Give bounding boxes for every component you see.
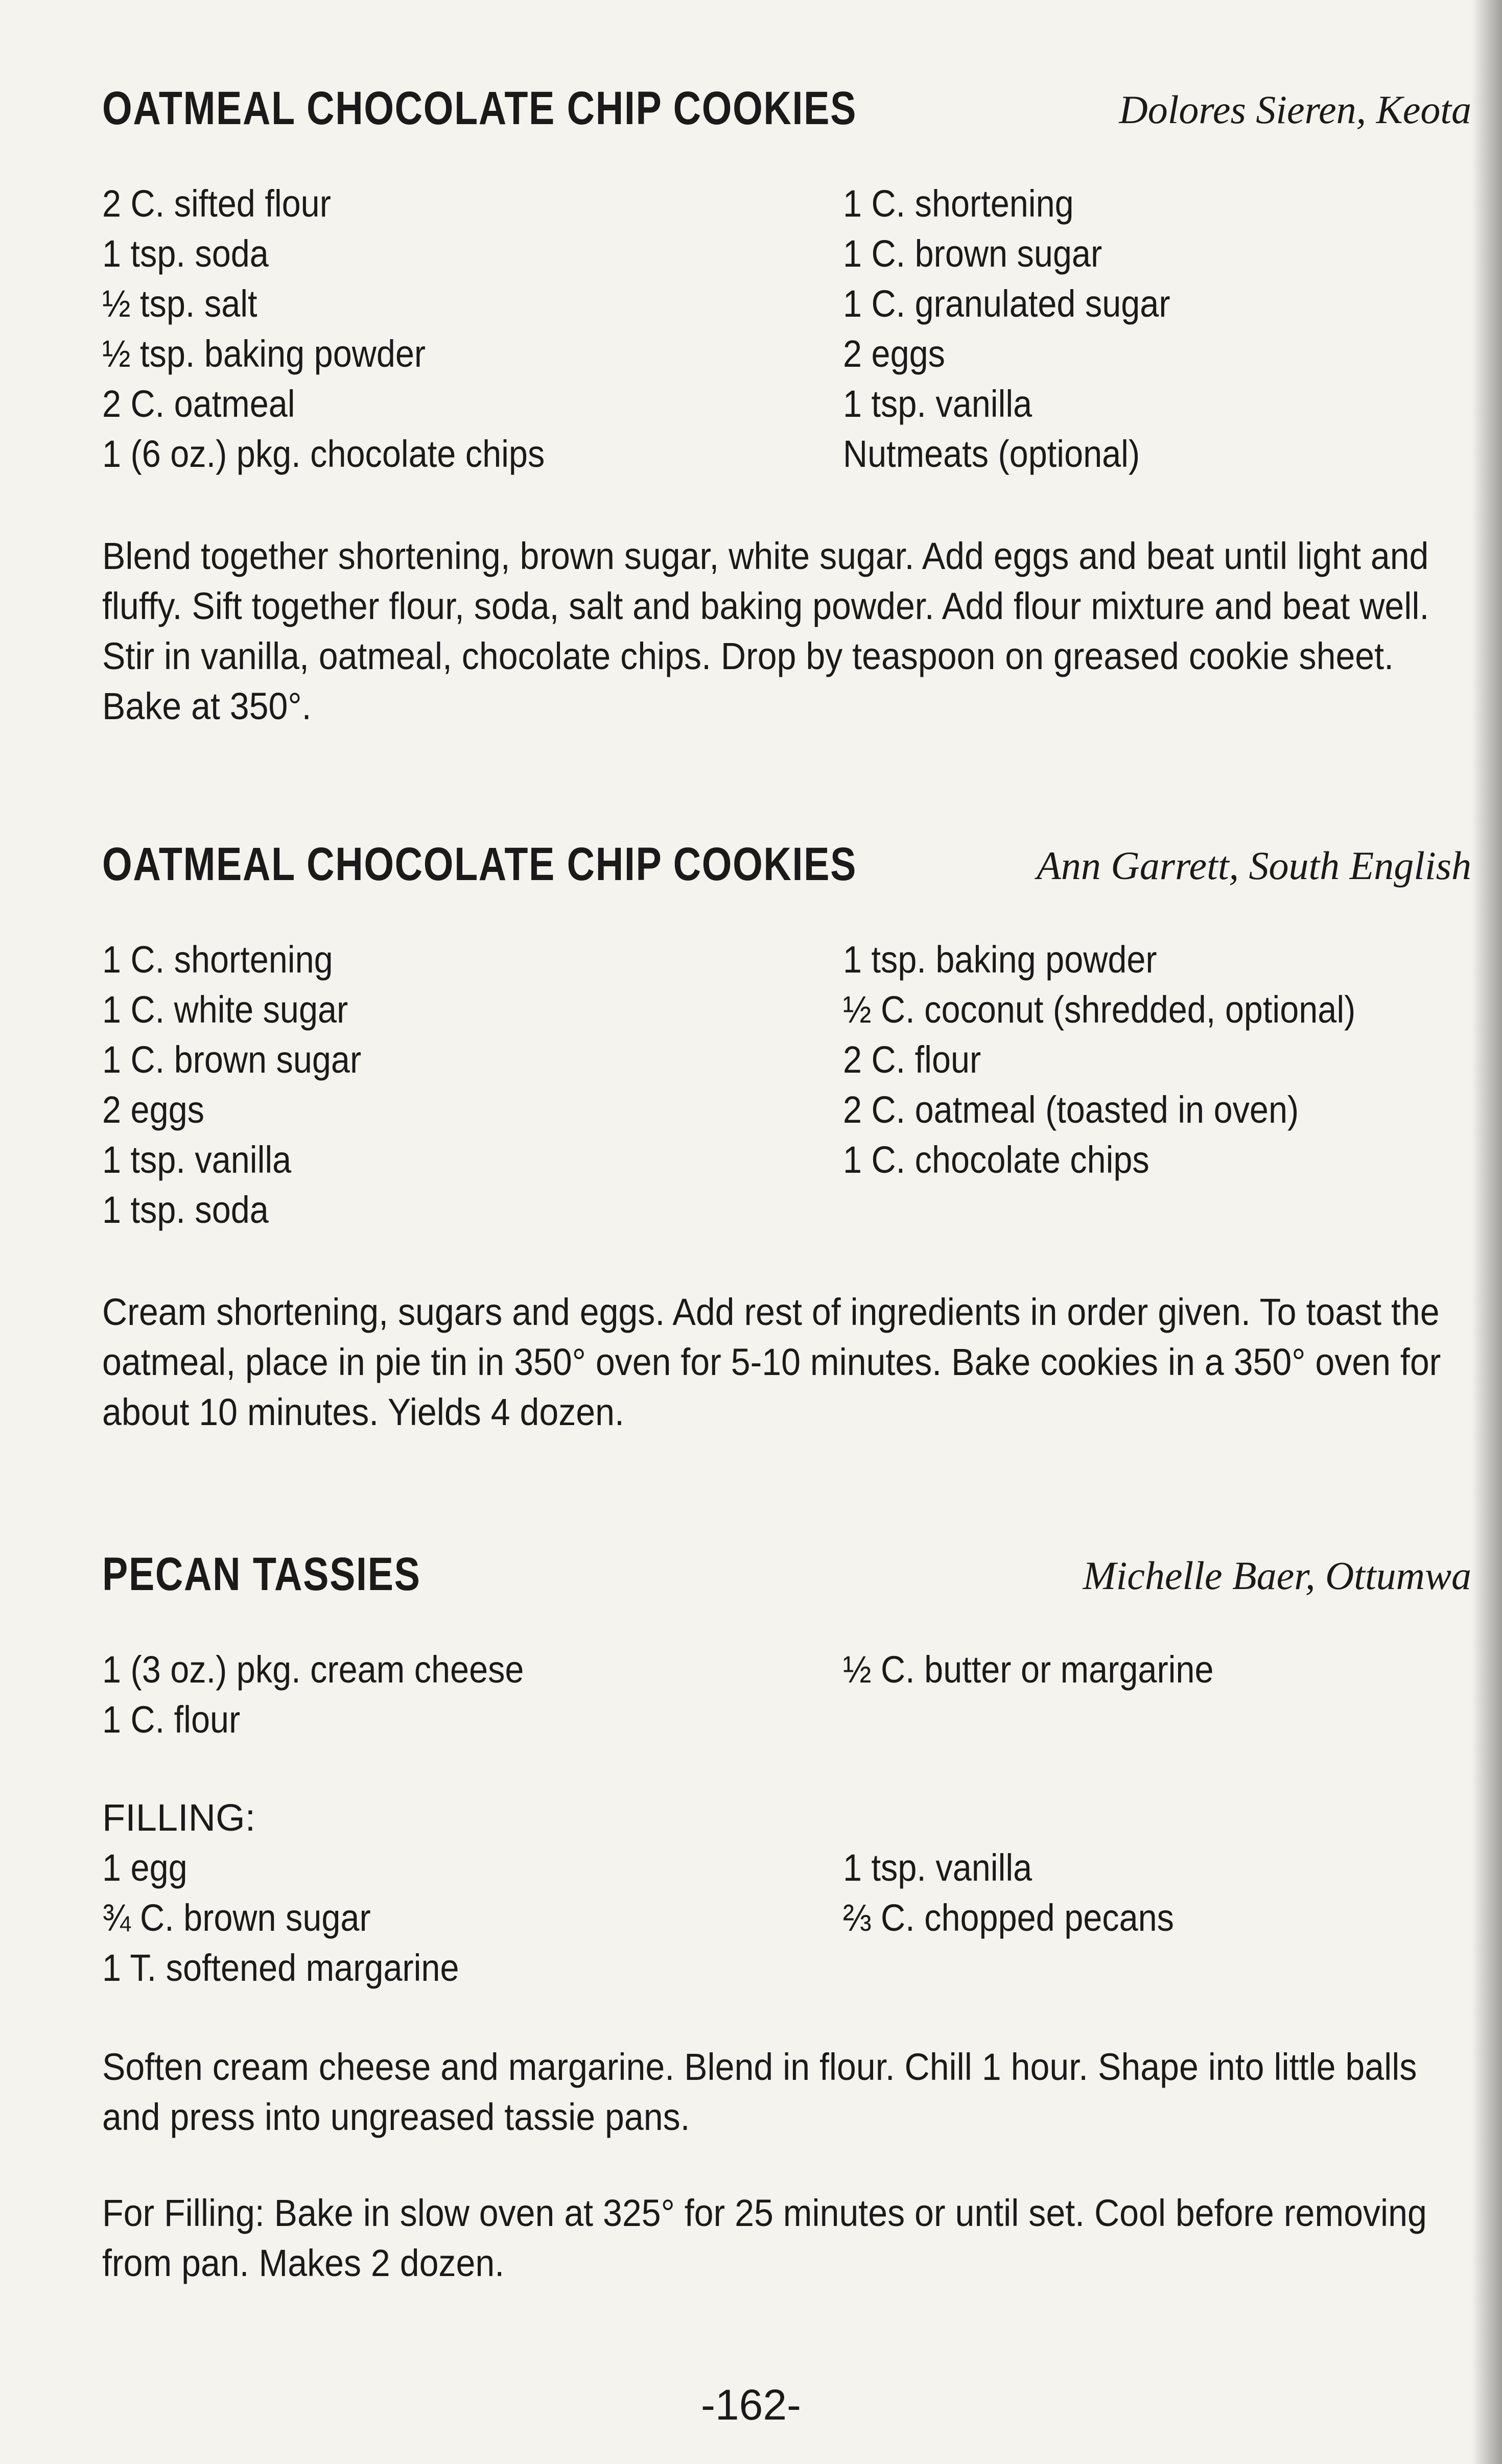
- ingredient: 1 (3 oz.) pkg. cream cheese: [102, 1648, 524, 1691]
- ingredient: 1 C. shortening: [843, 182, 1074, 225]
- ingredient: 1 C. brown sugar: [102, 1038, 362, 1081]
- ingredient: ½ tsp. salt: [102, 282, 257, 325]
- ingredient: 1 C. flour: [102, 1698, 241, 1741]
- ingredient-list: [102, 179, 1471, 485]
- recipe-author: Dolores Sieren, Keota: [1119, 87, 1471, 132]
- ingredient: ¾ C. brown sugar: [102, 1897, 371, 1939]
- ingredient: 2 C. oatmeal: [102, 383, 295, 425]
- filling-instructions: For Filling: Bake in slow oven at 325° for 25 minutes or until set. Cool before removing from pan. Makes 2 dozen.: [102, 2192, 1427, 2284]
- ingredient: 1 tsp. soda: [102, 1189, 269, 1231]
- ingredient-list: [102, 935, 1471, 1241]
- ingredient: 1 tsp. vanilla: [102, 1139, 292, 1181]
- ingredient: ⅔ C. chopped pecans: [843, 1897, 1174, 1939]
- page-edge-shadow: [1471, 0, 1502, 2464]
- filling-ingredient-list: [102, 1843, 1471, 1996]
- recipe-title: OATMEAL CHOCOLATE CHIP COOKIES: [102, 82, 857, 134]
- ingredient: 2 C. flour: [843, 1038, 981, 1081]
- recipe-instructions: Soften cream cheese and margarine. Blend in flour. Chill 1 hour. Shape into little balls and press into ungreased tassie pans.: [102, 2046, 1417, 2138]
- ingredient: 1 egg: [102, 1846, 187, 1889]
- recipe-author: Ann Garrett, South English: [1037, 843, 1471, 888]
- page-number: -162-: [700, 2381, 802, 2429]
- ingredient: 2 eggs: [102, 1088, 204, 1131]
- ingredient: Nutmeats (optional): [843, 433, 1140, 475]
- recipe-instructions: Blend together shortening, brown sugar, white sugar. Add eggs and beat until light and fluffy. Sift together flour, soda, salt and baking powder. Add flour mixture and beat well. Stir in vanilla, oatmeal, chocolate chips. Drop by teaspoon on greased cookie sheet. Bake at 350°.: [102, 535, 1429, 727]
- recipe-title: OATMEAL CHOCOLATE CHIP COOKIES: [102, 838, 857, 890]
- recipe-author: Michelle Baer, Ottumwa: [1083, 1553, 1471, 1598]
- recipe-3: [102, 1548, 1471, 2288]
- recipe-1: [102, 82, 1471, 731]
- ingredient-list: [102, 1645, 1471, 1747]
- ingredient: 1 C. brown sugar: [843, 232, 1102, 275]
- ingredient: 2 C. sifted flour: [102, 182, 331, 225]
- ingredient: 1 tsp. vanilla: [843, 1846, 1032, 1889]
- ingredient: 1 C. chocolate chips: [843, 1139, 1149, 1181]
- ingredient: 1 (6 oz.) pkg. chocolate chips: [102, 433, 545, 475]
- ingredient: 1 tsp. baking powder: [843, 938, 1157, 981]
- recipe-title: PECAN TASSIES: [102, 1548, 421, 1600]
- ingredient: 2 eggs: [843, 333, 945, 375]
- ingredient: 1 T. softened margarine: [102, 1947, 459, 1989]
- ingredient: 1 C. white sugar: [102, 988, 348, 1031]
- ingredient: 1 tsp. vanilla: [843, 383, 1032, 425]
- ingredient: 2 C. oatmeal (toasted in oven): [843, 1088, 1299, 1131]
- recipe-2: [102, 838, 1471, 1437]
- ingredient: 1 tsp. soda: [102, 232, 269, 275]
- ingredient: ½ C. coconut (shredded, optional): [843, 988, 1356, 1031]
- ingredient: 1 C. shortening: [102, 938, 333, 981]
- ingredient: 1 C. granulated sugar: [843, 282, 1170, 325]
- ingredient: ½ C. butter or margarine: [843, 1648, 1214, 1691]
- ingredient: ½ tsp. baking powder: [102, 333, 426, 375]
- recipe-instructions: Cream shortening, sugars and eggs. Add rest of ingredients in order given. To toast the oatmeal, place in pie tin in 350° oven for 5-10 minutes. Bake cookies in a 350° oven for about 10 minutes. Yields 4 dozen.: [102, 1291, 1441, 1433]
- filling-label: FILLING:: [102, 1796, 256, 1839]
